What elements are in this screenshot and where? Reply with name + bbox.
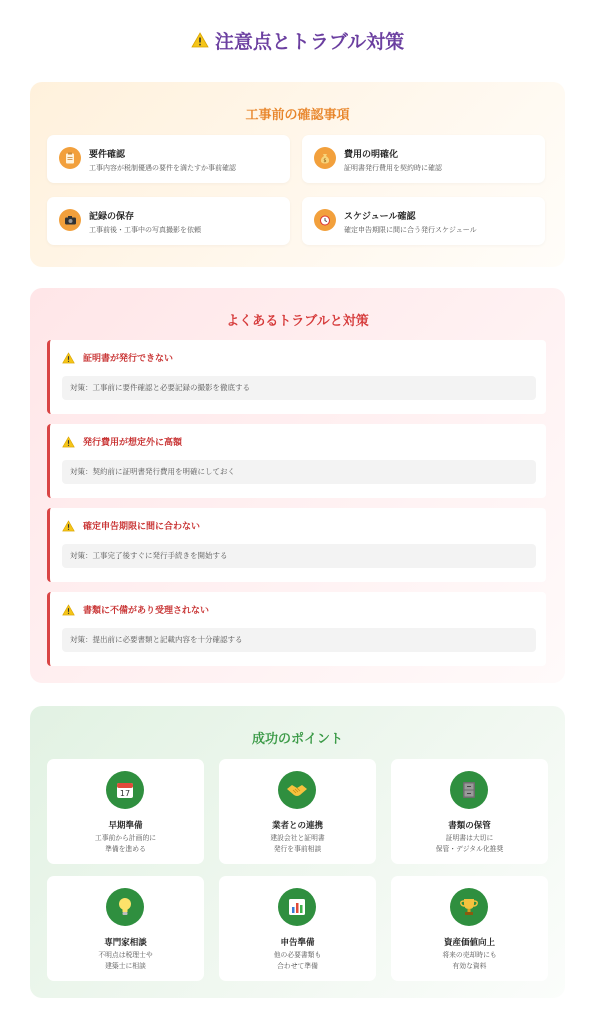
trouble-card	[47, 340, 546, 414]
alarm-clock-icon	[314, 209, 336, 231]
check-card-requirements	[47, 135, 290, 183]
calendar-icon	[106, 771, 144, 809]
success-section	[30, 706, 565, 998]
success-title: 成功のポイント	[251, 732, 343, 747]
check-card-title: 要件確認	[89, 150, 126, 160]
point-title: 資産価値向上	[443, 938, 495, 948]
check-card-desc: 確定申告期限に間に合う発行スケジュール	[344, 226, 477, 234]
point-desc-line: 証明書は大切に	[445, 834, 494, 842]
svg-text:$: $	[323, 158, 327, 164]
point-desc-line: 有効な資料	[452, 962, 487, 970]
point-desc-line: 準備を進める	[105, 845, 146, 853]
point-title: 早期準備	[108, 821, 143, 831]
trouble-solution: 対策：契約前に証明書発行費用を明確にしておく	[62, 460, 536, 484]
trouble-card	[47, 592, 546, 666]
pre-check-title: 工事前の確認事項	[245, 108, 350, 123]
point-card-storage	[391, 759, 548, 864]
trouble-title: 発行費用が想定外に高額	[83, 438, 183, 448]
trouble-card	[47, 508, 546, 582]
check-card-title: スケジュール確認	[344, 212, 416, 222]
point-desc	[391, 833, 548, 855]
point-title: 専門家相談	[104, 938, 147, 948]
point-card-early-prep	[47, 759, 204, 864]
point-desc	[219, 950, 376, 972]
warning-icon	[62, 436, 75, 448]
handshake-icon	[278, 771, 316, 809]
money-bag-icon	[314, 147, 336, 169]
point-desc-line: 建設会社と証明書	[270, 834, 325, 842]
point-card-collaboration	[219, 759, 376, 864]
point-desc-line: 不明点は税理士や	[98, 951, 153, 959]
point-desc	[47, 833, 204, 855]
trouble-solution: 対策：工事完了後すぐに発行手続きを開始する	[62, 544, 536, 568]
trouble-solution: 対策：工事前に要件確認と必要記録の撮影を徹底する	[62, 376, 536, 400]
point-desc-line: 合わせて準備	[277, 962, 318, 970]
point-desc-line: 将来の売却時にも	[442, 951, 497, 959]
check-card-title: 費用の明確化	[344, 150, 399, 160]
point-desc-line: 工事前から計画的に	[94, 834, 157, 842]
trophy-icon	[450, 888, 488, 926]
warning-icon	[62, 520, 75, 532]
page-title-text: 注意点とトラブル対策	[214, 30, 405, 53]
check-card-records	[47, 197, 290, 245]
file-cabinet-icon	[450, 771, 488, 809]
trouble-card	[47, 424, 546, 498]
point-title: 業者との連携	[271, 821, 323, 831]
point-title: 書類の保管	[448, 821, 491, 831]
calendar-day: 17	[119, 789, 131, 798]
trouble-title: 証明書が発行できない	[83, 354, 174, 364]
warning-icon	[62, 604, 75, 616]
check-card-schedule	[302, 197, 545, 245]
point-card-expert	[47, 876, 204, 981]
point-card-asset-value	[391, 876, 548, 981]
check-card-desc: 証明書発行費用を契約時に確認	[344, 164, 442, 172]
point-desc-line: 発行を事前相談	[273, 845, 322, 853]
check-card-desc: 工事内容が税制優遇の要件を満たすか事前確認	[89, 164, 236, 172]
point-desc	[391, 950, 548, 972]
warning-icon	[62, 352, 75, 364]
point-desc	[47, 950, 204, 972]
page-title	[0, 28, 595, 52]
point-desc-line: 他の必要書類も	[273, 951, 322, 959]
clipboard-icon	[59, 147, 81, 169]
point-card-filing	[219, 876, 376, 981]
trouble-title: 書類に不備があり受理されない	[83, 606, 210, 616]
point-desc	[219, 833, 376, 855]
check-card-cost	[302, 135, 545, 183]
warning-icon	[191, 32, 209, 48]
bar-chart-icon	[278, 888, 316, 926]
trouble-title: 確定申告期限に間に合わない	[83, 522, 201, 532]
trouble-solution: 対策：提出前に必要書類と記載内容を十分確認する	[62, 628, 536, 652]
point-desc-line: 保管・デジタル化推奨	[435, 845, 504, 853]
light-bulb-icon	[106, 888, 144, 926]
point-title: 申告準備	[280, 938, 315, 948]
pre-check-section	[30, 82, 565, 267]
check-card-desc: 工事前後・工事中の写真撮影を依頼	[89, 226, 201, 234]
camera-icon	[59, 209, 81, 231]
check-card-title: 記録の保存	[89, 212, 135, 222]
point-desc-line: 建築士に相談	[105, 962, 146, 970]
troubles-title: よくあるトラブルと対策	[226, 314, 369, 329]
troubles-section	[30, 288, 565, 683]
